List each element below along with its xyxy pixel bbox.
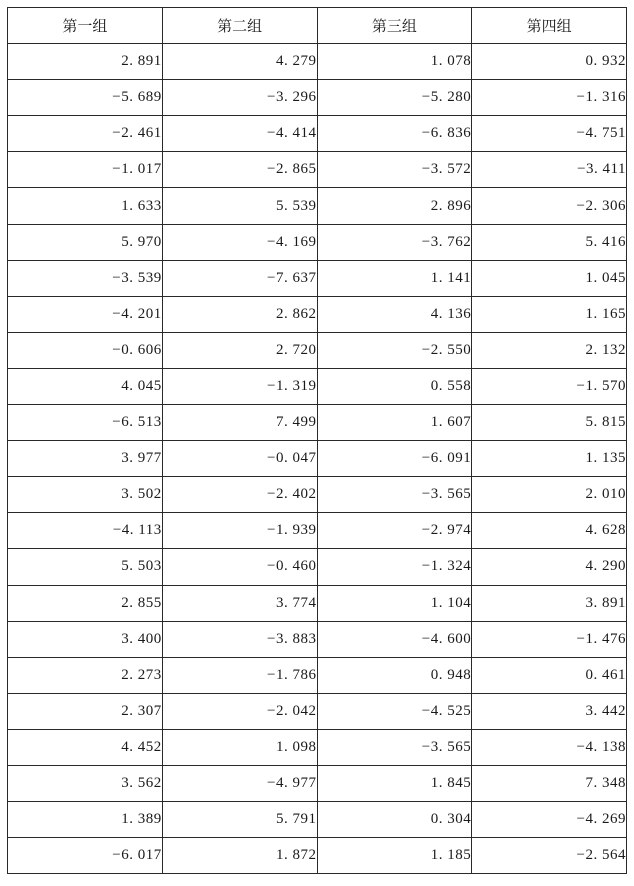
table-cell-group-2: 2. 862: [162, 296, 317, 332]
table-cell-group-3: 0. 304: [317, 802, 472, 838]
table-cell-group-2: −1. 939: [162, 513, 317, 549]
table-row: [8, 260, 627, 296]
table-cell-group-2: 3. 774: [162, 585, 317, 621]
table-cell-group-1: −4. 113: [8, 513, 163, 549]
column-header-group-2: 第二组: [162, 8, 317, 44]
table-cell-group-1: 4. 452: [8, 729, 163, 765]
table-cell-group-1: −6. 017: [8, 838, 163, 874]
table-cell-group-3: 1. 141: [317, 260, 472, 296]
table-cell-group-4: 0. 932: [472, 44, 627, 80]
table-cell-group-4: 2. 132: [472, 332, 627, 368]
table-cell-group-2: −0. 047: [162, 441, 317, 477]
table-cell-group-1: −6. 513: [8, 405, 163, 441]
table-row: [8, 224, 627, 260]
table-row: [8, 729, 627, 765]
table-row: [8, 621, 627, 657]
table-cell-group-3: 1. 078: [317, 44, 472, 80]
table-row: [8, 477, 627, 513]
column-header-group-4: 第四组: [472, 8, 627, 44]
table-cell-group-3: 1. 845: [317, 765, 472, 801]
table-cell-group-4: 4. 628: [472, 513, 627, 549]
table-cell-group-3: 0. 948: [317, 657, 472, 693]
table-cell-group-3: −3. 565: [317, 477, 472, 513]
table-cell-group-1: 1. 633: [8, 188, 163, 224]
table-cell-group-1: −2. 461: [8, 116, 163, 152]
table-row: [8, 368, 627, 404]
table-cell-group-2: −7. 637: [162, 260, 317, 296]
table-cell-group-1: 5. 970: [8, 224, 163, 260]
table-cell-group-3: 0. 558: [317, 368, 472, 404]
table-cell-group-3: −6. 091: [317, 441, 472, 477]
table-cell-group-3: 1. 104: [317, 585, 472, 621]
table-cell-group-2: −0. 460: [162, 549, 317, 585]
table-cell-group-1: 3. 562: [8, 765, 163, 801]
table-row: [8, 152, 627, 188]
table-cell-group-4: 1. 045: [472, 260, 627, 296]
table-cell-group-1: −0. 606: [8, 332, 163, 368]
table-cell-group-1: 5. 503: [8, 549, 163, 585]
table-cell-group-2: 5. 539: [162, 188, 317, 224]
table-cell-group-2: −4. 414: [162, 116, 317, 152]
table-cell-group-2: −1. 319: [162, 368, 317, 404]
table-cell-group-3: 1. 607: [317, 405, 472, 441]
table-cell-group-4: 3. 442: [472, 693, 627, 729]
table-header-row: [8, 8, 627, 44]
table-row: [8, 80, 627, 116]
table-row: [8, 188, 627, 224]
table-cell-group-3: −4. 600: [317, 621, 472, 657]
table-cell-group-4: −2. 306: [472, 188, 627, 224]
table-cell-group-4: 0. 461: [472, 657, 627, 693]
table-cell-group-3: −1. 324: [317, 549, 472, 585]
table-cell-group-2: −2. 402: [162, 477, 317, 513]
table-cell-group-2: 1. 098: [162, 729, 317, 765]
table-cell-group-1: 2. 307: [8, 693, 163, 729]
table-row: [8, 693, 627, 729]
table-cell-group-2: 1. 872: [162, 838, 317, 874]
table-cell-group-3: −2. 974: [317, 513, 472, 549]
column-header-group-3: 第三组: [317, 8, 472, 44]
table-cell-group-3: 4. 136: [317, 296, 472, 332]
table-cell-group-2: −3. 883: [162, 621, 317, 657]
table-row: [8, 802, 627, 838]
table-cell-group-4: −1. 570: [472, 368, 627, 404]
table-row: [8, 513, 627, 549]
table-row: [8, 116, 627, 152]
table-cell-group-2: 7. 499: [162, 405, 317, 441]
table-cell-group-1: −1. 017: [8, 152, 163, 188]
table-body: [8, 44, 627, 874]
table-cell-group-4: −4. 138: [472, 729, 627, 765]
table-cell-group-4: 2. 010: [472, 477, 627, 513]
table-cell-group-1: 1. 389: [8, 802, 163, 838]
table-cell-group-4: 1. 165: [472, 296, 627, 332]
table-cell-group-2: −4. 169: [162, 224, 317, 260]
table-cell-group-1: 3. 400: [8, 621, 163, 657]
table-cell-group-4: 5. 416: [472, 224, 627, 260]
table-row: [8, 549, 627, 585]
table-cell-group-3: −2. 550: [317, 332, 472, 368]
table-cell-group-1: 4. 045: [8, 368, 163, 404]
table-cell-group-4: 7. 348: [472, 765, 627, 801]
table-row: [8, 441, 627, 477]
table-cell-group-2: −3. 296: [162, 80, 317, 116]
table-cell-group-3: −3. 762: [317, 224, 472, 260]
table-row: [8, 765, 627, 801]
table-cell-group-2: 2. 720: [162, 332, 317, 368]
table-cell-group-2: −2. 865: [162, 152, 317, 188]
table-row: [8, 838, 627, 874]
table-cell-group-3: 2. 896: [317, 188, 472, 224]
table-cell-group-4: −4. 269: [472, 802, 627, 838]
table-cell-group-4: −4. 751: [472, 116, 627, 152]
table-row: [8, 332, 627, 368]
table-row: [8, 585, 627, 621]
table-cell-group-2: −2. 042: [162, 693, 317, 729]
table-cell-group-2: 4. 279: [162, 44, 317, 80]
table-cell-group-1: 3. 977: [8, 441, 163, 477]
table-cell-group-4: 3. 891: [472, 585, 627, 621]
table-row: [8, 296, 627, 332]
table-cell-group-1: 2. 273: [8, 657, 163, 693]
table-cell-group-3: −3. 565: [317, 729, 472, 765]
table-row: [8, 405, 627, 441]
column-header-group-1: 第一组: [8, 8, 163, 44]
table-cell-group-3: −5. 280: [317, 80, 472, 116]
table-cell-group-4: −2. 564: [472, 838, 627, 874]
table-row: [8, 657, 627, 693]
table-cell-group-2: −4. 977: [162, 765, 317, 801]
data-table: [7, 7, 627, 874]
table-cell-group-4: 1. 135: [472, 441, 627, 477]
table-cell-group-1: −5. 689: [8, 80, 163, 116]
table-row: [8, 44, 627, 80]
table-cell-group-3: −6. 836: [317, 116, 472, 152]
table-cell-group-1: 2. 855: [8, 585, 163, 621]
table-cell-group-1: 2. 891: [8, 44, 163, 80]
table-cell-group-3: 1. 185: [317, 838, 472, 874]
table-cell-group-4: 4. 290: [472, 549, 627, 585]
table-cell-group-4: −1. 476: [472, 621, 627, 657]
table-cell-group-4: 5. 815: [472, 405, 627, 441]
table-cell-group-1: −3. 539: [8, 260, 163, 296]
table-cell-group-4: −1. 316: [472, 80, 627, 116]
table-cell-group-4: −3. 411: [472, 152, 627, 188]
table-cell-group-1: 3. 502: [8, 477, 163, 513]
table-cell-group-1: −4. 201: [8, 296, 163, 332]
table-cell-group-2: 5. 791: [162, 802, 317, 838]
table-cell-group-3: −3. 572: [317, 152, 472, 188]
table-cell-group-3: −4. 525: [317, 693, 472, 729]
table-cell-group-2: −1. 786: [162, 657, 317, 693]
